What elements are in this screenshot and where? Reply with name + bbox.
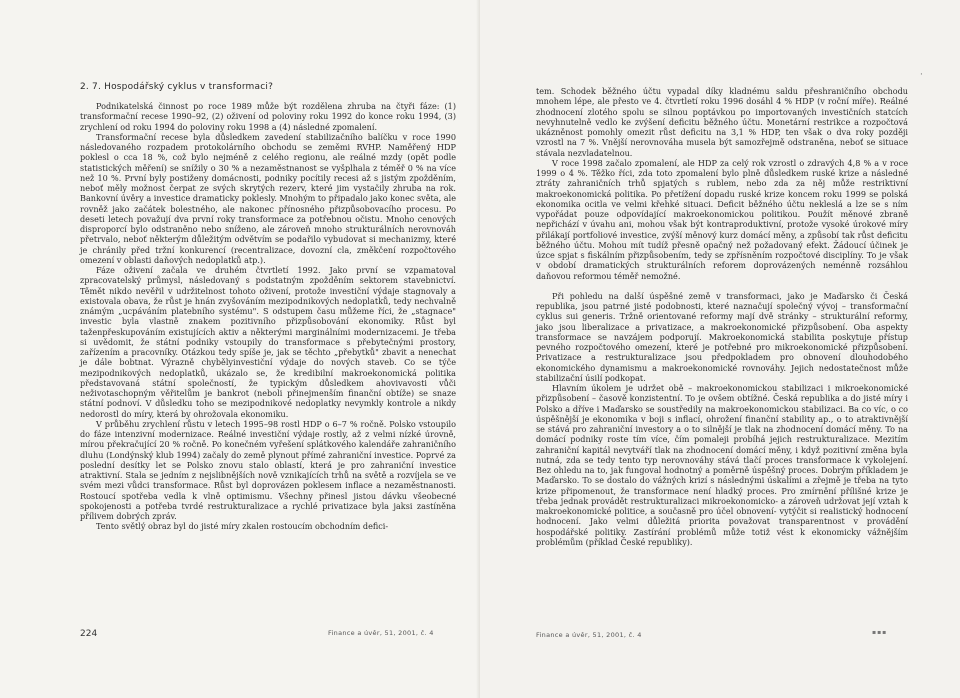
right-paragraph-1: tem. Schodek běžného účtu vypadal díky kladnému saldu přeshraničního obchodu mnohem lépe, ale přesto ve 4. čtvrtletí roku 1996 dosáhl 4 % HDP (v roční míře). Reálné zhodnocení zlotého spolu se silnou poptávkou po importovaných investičních statcích nevyhnutelně vedlo ke zvýšení deficitu běžného účtu. Monetární restrikce a rozpočtová ukázněnost pomohly omezit růst deficitu na 3,1 % HDP, ten však o dva roky později vzrostl na 7 %. Vnější nerovnováha musela být samozřejmě odstraněna, neboť se situace stávala nezvladatelnou. [536,86,908,158]
section-heading: 2. 7. Hospodářský cyklus v transformaci? [80,82,274,92]
left-paragraph-1: Podnikatelská činnost po roce 1989 může být rozdělena zhruba na čtyři fáze: (1) transformační recese 1990–92, (2) oživení od poloviny roku 1992 do konce roku 1994, (3) zrychlení od roku 1994 do poloviny roku 1998 a (4) následné zpomalení. [80,101,456,132]
right-paragraph-3: Při pohledu na další úspěšné země v transformaci, jako je Maďarsko či Česká republika, jsou patrné jisté podobnosti, které naznačují společný vývoj – transformační cyklus sui generis. Tržně orientované reformy mají dvě stránky – strukturální reformy, jako jsou liberalizace a privatizace, a makroekonomické přizpůsobení. Oba aspekty transformace se navzájem podporují. Makroekonomická stabilita poskytuje přístup pevného rozpočtového omezení, které je potřebné pro mikroekonomické přizpůsobení. Privatizace a restrukturalizace jsou předpokladem pro obnovení dlouhodobého ekonomického dynamismu a makroekonomické rovnováhy. Jejich nedostatečnost může stabilizační úsilí podkopat. [536,290,908,383]
scan-corner-mark-icon: ▪▪▪ [872,629,888,636]
left-paragraph-5: Tento světlý obraz byl do jisté míry zkalen rostoucím obchodním defici- [96,521,389,532]
right-paragraph-2: V roce 1998 začalo zpomalení, ale HDP za celý rok vzrostl o zdravých 4,8 % a v roce 1999 o 4 %. Těžko říci, zda toto zpomalení bylo plně důsledkem ruské krize a následné ztráty zahraničních trhů spjatých s rublem, nebo zda za něj může restriktivní makroekonomická politika. Po přetížení dopadu ruské krize koncem roku 1999 se polská ekonomika ocitla ve velmi křehké situaci. Deficit běžného účtu nekleslá a lze se s ním vypořádat pouze odpovídající makroekonomickou politikou. Použít měnové zbraně nepřichází v úvahu ani, mohou však být kontraproduktivní, protože vysoké úrokové míry přilákají portfoliové investice, zvýší měnový kurz domácí měny, a způsobí tak růst deficitu běžného účtu. Mohou mít tudíž přesně opačný než požadovaný efekt. Žádoucí účinek je úzce spjat s fiskálním přizpůsobením, tedy se zpřísněním rozpočtové disciplíny. To je však v období dramatických strukturálních reforem doprovázených neménně rozsáhlou daňovou reformou téměř nemožné. [536,157,908,281]
right-text-column [536,86,908,547]
left-text-column [80,86,456,532]
right-page [480,0,960,698]
page-number: 224 [80,629,98,639]
left-paragraph-3: Fáze oživení začala ve druhém čtvrtletí 1992. Jako první se vzpamatoval zpracovatelský průmysl, následovaný s podstatným zpožděním sektorem stavebnictví. Těmět nikdo nevěřil v udržitelnost tohoto oživení, protože investiční výdaje stagnovaly a existovala obava, že růst je hnán zvyšováním mezipodnikových nedoplatků, tedy nechvalně známým „ucpáváním platebního systému". S odstupem času můžeme říci, že „stagnace" investic byla vlastně znakem pozitivního přizpůsobování ekonomiky. Růst byl taženpřeskupováním existujících aktiv a některými marginálními modernizacemi. Je třeba si uvědomit, že státní podniky vstoupily do transformace s přebytečnými prostory, zařízením a pracovníky. Otázkou tedy spíše je, jak se těchto „přebytků" zbavit a nenechat je dále bobtnat. Výrazně chybělyinvestiční výdaje do nových staveb. Co se týče mezipodnikových nedoplatků, ukázalo se, že kredibilní makroekonomická politika představovaná státní společností, že typickým důsledkem ahovivavosti vůči neživotaschopným věřitelům je bankrot (neboli přinejmenším finanční obtíže) se snaze státní podnoví. V důsledku toho se mezipodnikové nedoplatky nevymkly kontrole a nikdy nedorostl do míry, která by ohrožovala ekonomiku. [80,265,456,419]
journal-footer-left: Finance a úvěr, 51, 2001, č. 4 [328,629,434,637]
left-paragraph-4: V průběhu zrychlení růstu v letech 1995–98 rostl HDP o 6–7 % ročně. Polsko vstoupilo do fáze intenzivní modernizace. Reálné investiční výdaje rostly, až z velmi nízké úrovně, mírou překračující 20 % ročně. Po konečném vyřešení splátkového kalendáře zahraničního dluhu (Londýnský klub 1994) začaly do země plynout přímé zahraniční investice. Poprvé za poslední desítky let se Polsko znovu stalo oblastí, která je pro zahraniční investice atraktivní. Stala se jedním z nejslibnějších nově vznikajících trhů na světě a rozvíjela se ve svém mezi vůdci transformace. Růst byl doprovázen poklesem inflace a nezaměstnanosti. Rostoucí spotřeba vedla k vlně optimismu. Všechny přinesl jistou dávku všeobecné spokojenosti a potřeba tvrdé restrukturalizace a rychlé privatizace byla jaksi zastíněna přílivem dobrých zpráv. [80,418,456,521]
journal-footer-right: Finance a úvěr, 51, 2001, č. 4 [536,631,642,639]
margin-mark-icon: · [920,70,923,80]
left-paragraph-2: Transformační recese byla důsledkem zavedení stabilizačního balíčku v roce 1990 následovaného rozpadem protokolárního obchodu se zeměmi RVHP. Naměřený HDP poklesl o cca 18 %, což bylo nejméně z celého regionu, ale reálné mzdy (opět podle statistických měření) se snížily o 30 % a nezaměstnanost se vyšplhala z téměř 0 % na více než 10 %. První byly postiženy domácnosti, podniky pocítily recesi až s jistým zpožděním, neboť měly možnost čerpat ze svých skrytých rezerv, které jim vystačily zhruba na rok. Bankovní úvěry a investice dramaticky poklesly. Mnohým to připadalo jako konec světa, ale rovněž jako začátek bolestného, ale nakonec přínosného přizpůsobovacího procesu. Po deseti letech považují dva první roky transformace za potřebnou očistu. Mnoho cenových disproporcí bylo odstraněno nebo sníženo, ale zároveň mnoho strukturálních nerovnováh přetrvalo, neboť některým důležitým odvětvím se podařilo vybudovat si mechanizmy, které je chránily před tržní konkurencí (recentralizace, dovozní cla, změkčení rozpočtového omezení v oblasti daňových nedoplatků atp.). [80,131,456,265]
right-paragraph-4: Hlavním úkolem je udržet obě – makroekonomickou stabilizaci i mikroekonomické přizpůsobení – časově konzistentní. To je ovšem obtížné. Česká republika a do jisté míry i Polsko a dříve i Maďarsko se soustředily na makroekonomickou stabilizaci. Ba co víc, o co úspěšnější je ekonomika v boji s inflací, ohrožení finanční stability ap., o to atraktivnější se stává pro zahraniční investory a o to silnější je tlak na zhodnocení domácí měny. To na domácí podniky roste tím více, čím pomaleji probíhá jejich restrukturalizace. Mezitím zahraniční kapitál nevytváří tlak na zhodnocení domácí měny, i když pozitivní změna byla nutná, zda se tedy tento typ nerovnováhy stává tlačí proces transformace k vykolejení. Bez ohledu na to, jak fungoval hodnotný a poměrně úspěšný proces. Dobrým příkladem je Maďarsko. To se dostalo do vážných krizí s následnými úskalími a zřejmě je třeba na tyto krize připomenout, že transformace není hladký proces. Pro zmírnění přílišné krize je třeba jednak provádět restrukturalizaci mikroekonomicko- a zároveň udržovat její vztah k makroekonomické politice, a současně pro účel obnovení- vytýčit si realistický hodnocení hodnocení. Jako velmi důležitá priorita považovat transparentnost v provádění hospodářské politiky. Zastírání problémů může totiž vést k ekonomicky vážnějším problémům (příklad České republiky). [536,383,908,547]
